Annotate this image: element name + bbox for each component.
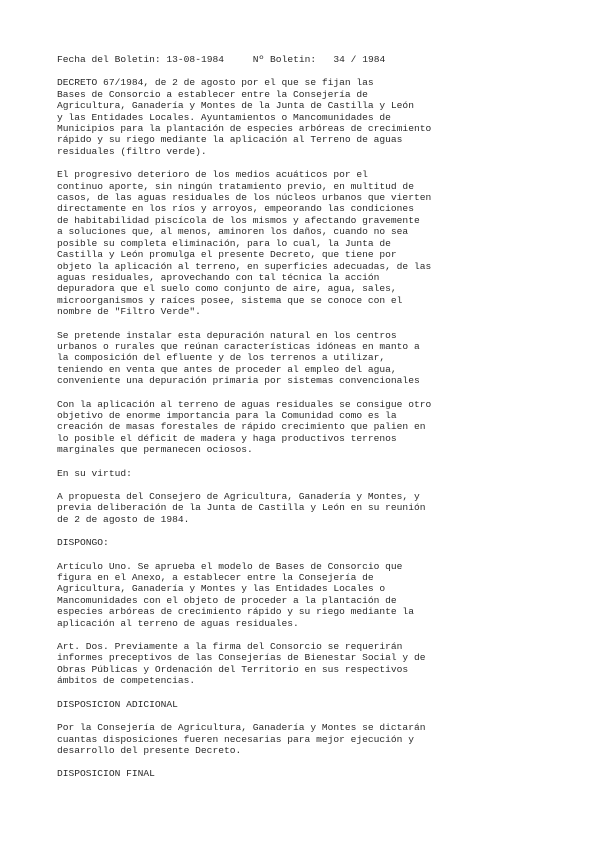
text-line: la composición del efluente y de los terrenos a utilizar, xyxy=(57,352,386,364)
text-line: a soluciones que, al menos, aminoren los daños, cuando no sea xyxy=(57,226,409,238)
text-line: continuo aporte, sin ningún tratamiento previo, en multitud de xyxy=(57,180,414,192)
additional-provision-text xyxy=(57,722,547,756)
text-line: conveniente una depuración primaria por sistemas convencionales xyxy=(57,375,420,387)
text-line: desarrollo del presente Decreto. xyxy=(57,744,242,756)
text-line: lo posible el déficit de madera y haga productivos terrenos xyxy=(57,432,397,444)
text-line: marginales que permanecen ociosos. xyxy=(57,444,253,456)
text-line: informes preceptivos de las Consejerías de Bienestar Social y de xyxy=(57,652,426,664)
proposal-paragraph xyxy=(57,491,547,525)
text-line: nombre de "Filtro Verde". xyxy=(57,306,201,318)
text-line: Municipios para la plantación de especies arbóreas de crecimiento xyxy=(57,123,432,135)
text-line: ámbitos de competencias. xyxy=(57,675,196,687)
text-line: cuantas disposiciones fueren necesarias para mejor ejecución y xyxy=(57,733,414,745)
text-line: El progresivo deterioro de los medios acuáticos por el xyxy=(57,169,368,181)
text-line: posible su completa eliminación, para lo cual, la Junta de xyxy=(57,237,391,249)
bulletin-header xyxy=(57,54,547,65)
preamble-paragraph-2 xyxy=(57,330,547,387)
article-one xyxy=(57,561,547,629)
text-line: Agricultura, Ganadería y Montes y las Entidades Locales o xyxy=(57,583,386,595)
en-su-virtud xyxy=(57,468,547,479)
article-two xyxy=(57,641,547,687)
text-line: directamente en los ríos y arroyos, empeorando las condiciones xyxy=(57,203,414,215)
preamble-paragraph-3 xyxy=(57,399,547,456)
text-line: teniendo en venta que antes de proceder al empleo del agua, xyxy=(57,363,397,375)
text-line: DISPONGO: xyxy=(57,537,109,549)
text-line: casos, de las aguas residuales de los núcleos urbanos que vierten xyxy=(57,192,432,204)
date-label: Fecha del Boletin: xyxy=(57,54,161,65)
bulletin-date: 13-08-1984 xyxy=(166,54,224,65)
preamble-paragraph-1 xyxy=(57,169,547,317)
text-line: En su virtud: xyxy=(57,467,132,479)
text-line: Obras Públicas y Ordenación del Territorio en sus respectivos xyxy=(57,663,409,675)
text-line: residuales (filtro verde). xyxy=(57,145,207,157)
document-page xyxy=(57,54,547,792)
text-line: de 2 de agosto de 1984. xyxy=(57,513,190,525)
text-line: Art. Dos. Previamente a la firma del Consorcio se requerirán xyxy=(57,641,403,653)
text-line: depuradora que el suelo como conjunto de aire, agua, sales, xyxy=(57,283,397,295)
text-line: urbanos o rurales que reúnan características idóneas en manto a xyxy=(57,340,420,352)
text-line: previa deliberación de la Junta de Castilla y León en su reunión xyxy=(57,502,426,514)
text-line: Por la Consejería de Agricultura, Ganadería y Montes se dictarán xyxy=(57,722,426,734)
text-line: Artículo Uno. Se aprueba el modelo de Bases de Consorcio que xyxy=(57,560,403,572)
text-line: objetivo de enorme importancia para la Comunidad como es la xyxy=(57,409,397,421)
text-line: especies arbóreas de crecimiento rápido y su riego mediante la xyxy=(57,606,414,618)
text-line: DECRETO 67/1984, de 2 de agosto por el que se fijan las xyxy=(57,77,374,89)
decree-title xyxy=(57,77,547,157)
text-line: Mancomunidades con el objeto de proceder a la plantación de xyxy=(57,594,397,606)
text-line: creación de masas forestales de rápido crecimiento que palien en xyxy=(57,421,426,433)
additional-provision-heading xyxy=(57,699,547,710)
text-line: Se pretende instalar esta depuración natural en los centros xyxy=(57,329,397,341)
text-line: Castilla y León promulga el presente Decreto, que tiene por xyxy=(57,249,397,261)
text-line: rápido y su riego mediante la aplicación al Terreno de aguas xyxy=(57,134,403,146)
text-line: Con la aplicación al terreno de aguas residuales se consigue otro xyxy=(57,398,432,410)
text-line: microorganismos y raíces posee, sistema que se conoce con el xyxy=(57,294,403,306)
text-line: objeto la aplicación al terreno, en superficies adecuadas, de las xyxy=(57,260,432,272)
text-line: Bases de Consorcio a establecer entre la Consejería de xyxy=(57,88,368,100)
text-line: DISPOSICION FINAL xyxy=(57,768,155,780)
text-line: de habitabilidad piscícola de los mismos y afectando gravemente xyxy=(57,214,420,226)
text-line: y las Entidades Locales. Ayuntamientos o Mancomunidades de xyxy=(57,111,391,123)
text-line: A propuesta del Consejero de Agricultura, Ganadería y Montes, y xyxy=(57,491,420,502)
final-provision-heading xyxy=(57,768,547,779)
text-line: DISPOSICION ADICIONAL xyxy=(57,698,178,710)
number-label: Nº Boletin: xyxy=(252,54,317,65)
text-line: aguas residuales, aprovechando con tal técnica la acción xyxy=(57,271,380,283)
dispongo-heading xyxy=(57,537,547,548)
bulletin-number: 34 / 1984 xyxy=(333,54,386,65)
text-line: aplicación al terreno de aguas residuales. xyxy=(57,617,299,629)
text-line: figura en el Anexo, a establecer entre la Consejería de xyxy=(57,572,374,584)
text-line: Agricultura, Ganadería y Montes de la Junta de Castilla y León xyxy=(57,100,414,112)
